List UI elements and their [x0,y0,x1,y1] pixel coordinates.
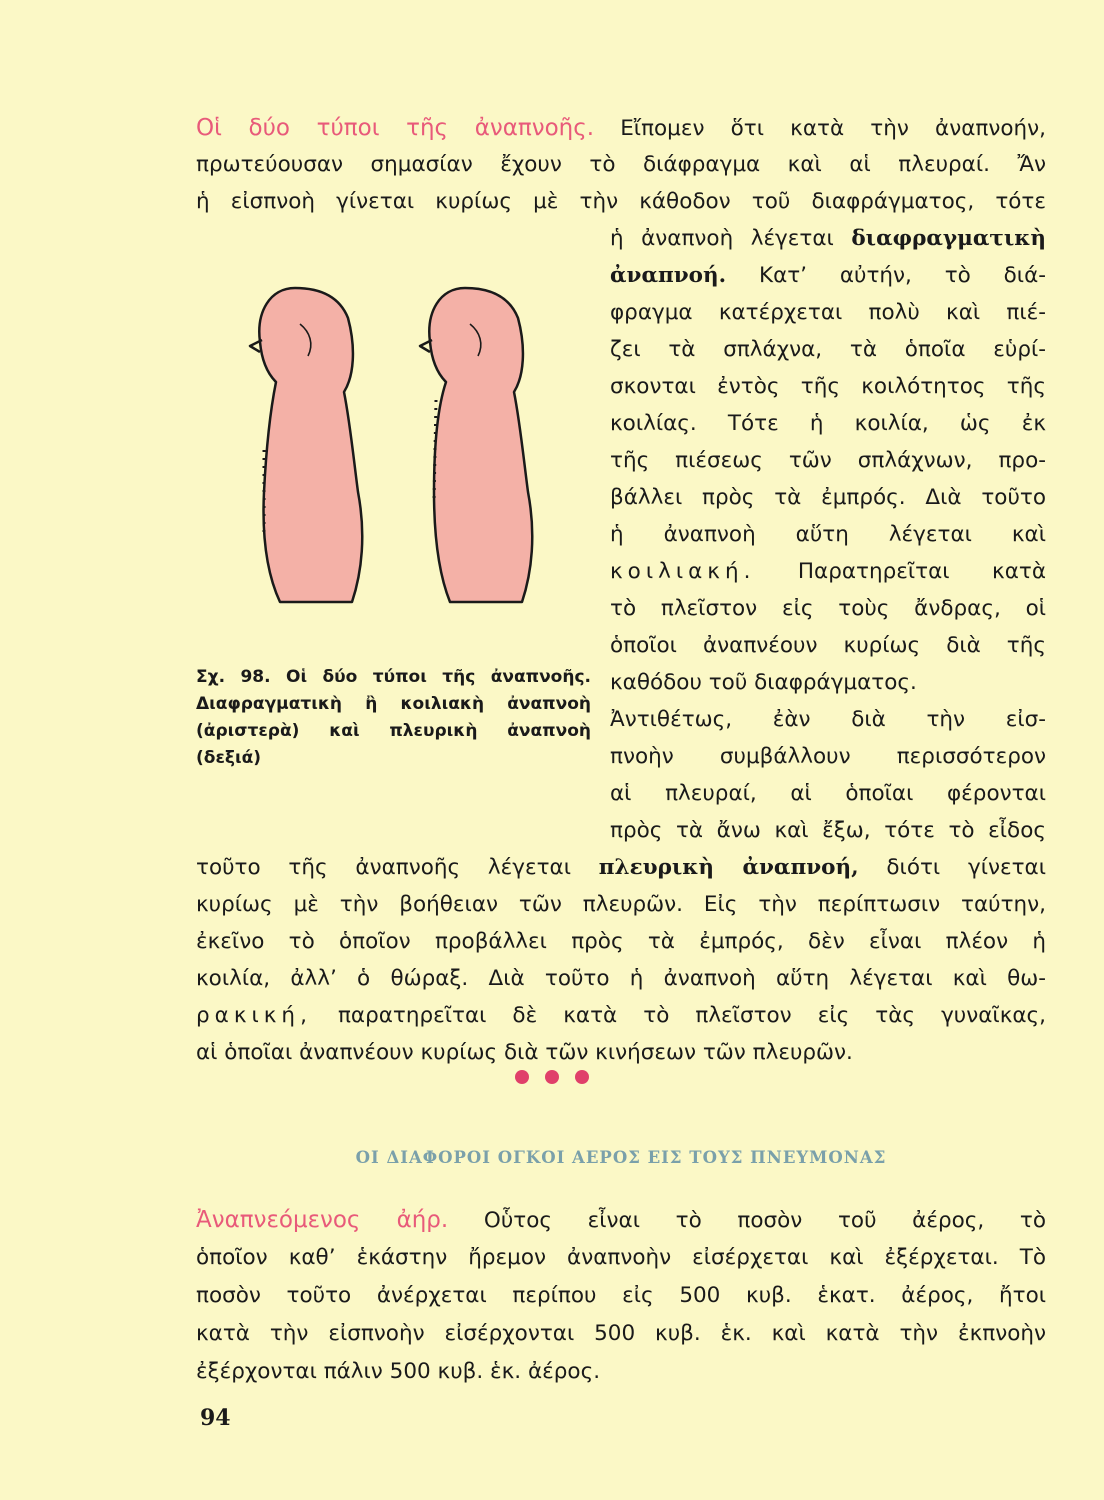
text-line: βάλλει πρὸς τὰ ἐμπρός. Διὰ τοῦτο [610,485,1046,510]
text-line: ἡ ἀναπνοὴ αὕτη λέγεται καὶ [610,522,1046,547]
text-line: αἱ ὁποῖαι ἀναπνέουν κυρίως διὰ τῶν κινήσεων τῶν πλευρῶν. [196,1040,853,1065]
term-costal: πλευρικὴ ἀναπνοή, [598,855,859,880]
text-line: ἡ εἰσπνοὴ γίνεται κυρίως μὲ τὴν κάθοδον τοῦ διαφράγματος, τότε [196,189,1046,214]
figure-caption: Σχ. 98. Οἱ δύο τύποι τῆς ἀναπνοῆς. [196,667,591,687]
text-line: Ἀναπνεόμενος ἀήρ. Οὗτος εἶναι τὸ ποσὸν τοῦ ἀέρος, τὸ [196,1207,1046,1233]
figure-left-abdominal [250,288,362,602]
separator-dot [575,1070,589,1084]
text-line: καθόδου τοῦ διαφράγματος. [610,670,917,695]
figure-right-costal [420,288,532,602]
text-line: ἡ ἀναπνοὴ λέγεται διαφραγματικὴ [610,226,1047,251]
text-line: κοιλιακή. Παρατηρεῖται κατὰ [610,559,1046,584]
text-line: τοῦτο τῆς ἀναπνοῆς λέγεται πλευρικὴ ἀναπνοή, διότι γίνεται [196,855,1046,880]
text-line: πρωτεύουσαν σημασίαν ἔχουν τὸ διάφραγμα καὶ αἱ πλευραί. Ἄν [196,152,1046,177]
subsection-title: Ἀναπνεόμενος ἀήρ. [196,1207,449,1233]
section-heading: ΟΙ ΔΙΑΦΟΡΟΙ ΟΓΚΟΙ ΑΕΡΟΣ ΕΙΣ ΤΟΥΣ ΠΝΕΥΜΟΝΑΣ [355,1148,887,1167]
text-line: Ἀντιθέτως, ἐὰν διὰ τὴν εἰσ- [610,707,1046,732]
term-abdominal: κοιλιακή. [610,559,756,584]
text-line: ἐκεῖνο τὸ ὁποῖον προβάλλει πρὸς τὰ ἐμπρός, δὲν εἶναι πλέον ἡ [196,929,1046,954]
text-line: πνοὴν συμβάλλουν περισσότερον [610,744,1046,769]
text-line: ποσὸν τοῦτο ἀνέρχεται περίπου εἰς 500 κυβ. ἑκατ. ἀέρος, ἤτοι [196,1283,1046,1308]
text-line: τὸ πλεῖστον εἰς τοὺς ἄνδρας, οἱ [610,596,1046,621]
text-line: ὁποῖον καθ’ ἑκάστην ἤρεμον ἀναπνοὴν εἰσέρχεται καὶ ἐξέρχεται. Τὸ [196,1245,1046,1270]
text-line: ὁποῖοι ἀναπνέουν κυρίως διὰ τῆς [610,633,1046,658]
term-thoracic: ρακική, [196,1003,312,1028]
figure-caption: (ἀριστερὰ) καὶ πλευρικὴ ἀναπνοὴ [196,721,591,741]
text-line: κατὰ τὴν εἰσπνοὴν εἰσέρχονται 500 κυβ. ἑκ. καὶ κατὰ τὴν ἐκπνοὴν [196,1321,1046,1346]
figure-caption: Διαφραγματικὴ ἢ κοιλιακὴ ἀναπνοὴ [196,694,591,714]
text-line: κοιλία, ἀλλ’ ὁ θώραξ. Διὰ τοῦτο ἡ ἀναπνοὴ αὕτη λέγεται καὶ θω- [196,966,1046,991]
text-line: ρακική, παρατηρεῖται δὲ κατὰ τὸ πλεῖστον εἰς τὰς γυναῖκας, [196,1003,1046,1028]
text-line: αἱ πλευραί, αἱ ὁποῖαι φέρονται [610,781,1046,806]
text-line: κυρίως μὲ τὴν βοήθειαν τῶν πλευρῶν. Εἰς τὴν περίπτωσιν ταύτην, [196,892,1046,917]
text-line: Οἱ δύο τύποι τῆς ἀναπνοῆς. Εἴπομεν ὅτι κατὰ τὴν ἀναπνοήν, [196,115,1046,141]
text-line: κοιλίας. Τότε ἡ κοιλία, ὡς ἐκ [610,411,1046,436]
section-separator [0,1070,1104,1084]
figure-caption: (δεξιά) [196,748,262,768]
separator-dot [545,1070,559,1084]
text-line: φραγμα κατέρχεται πολὺ καὶ πιέ- [610,300,1046,325]
text-line: σκονται ἐντὸς τῆς κοιλότητος τῆς [610,374,1046,399]
text-line: ἀναπνοή. Κατ’ αὐτήν, τὸ διά- [610,263,1046,288]
text-line: τῆς πιέσεως τῶν σπλάχνων, προ- [610,448,1046,473]
term-diaphragmatic: διαφραγματικὴ [851,226,1047,251]
section-title: Οἱ δύο τύποι τῆς ἀναπνοῆς. [196,115,595,141]
breathing-figure [240,272,540,612]
text-line: πρὸς τὰ ἄνω καὶ ἔξω, τότε τὸ εἶδος [610,818,1046,843]
separator-dot [515,1070,529,1084]
page-number: 94 [200,1405,231,1431]
term-breathing: ἀναπνοή. [610,263,727,288]
text-line: ζει τὰ σπλάχνα, τὰ ὁποῖα εὑρί- [610,337,1046,362]
text-line: ἐξέρχονται πάλιν 500 κυβ. ἑκ. ἀέρος. [196,1359,601,1384]
